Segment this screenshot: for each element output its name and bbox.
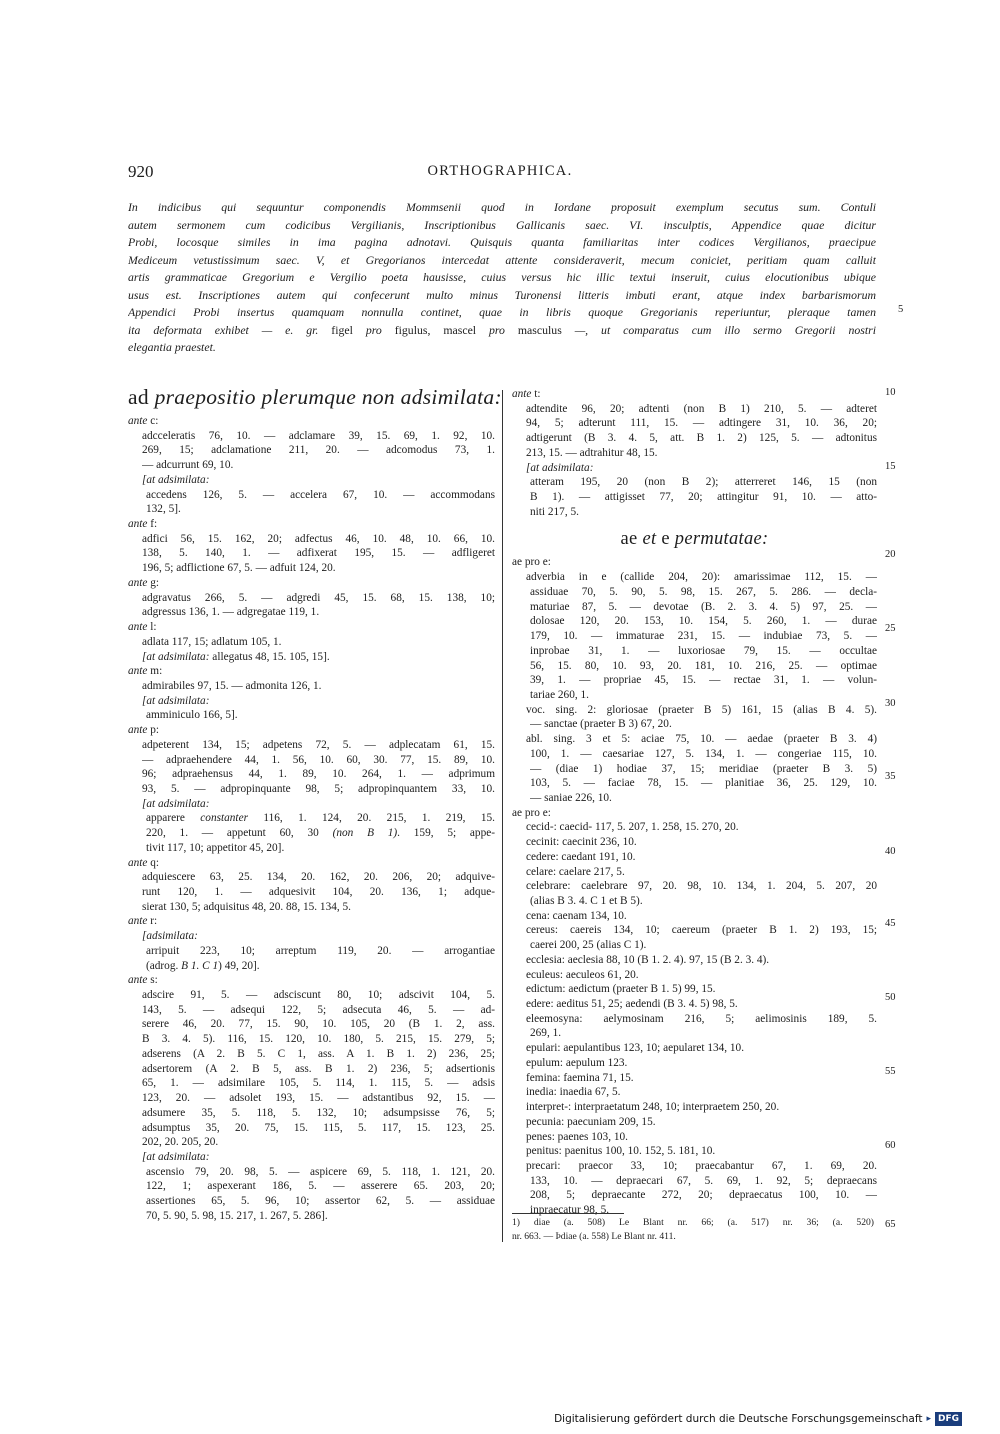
entry-line: 56, 15. 80, 10. 93, 20. 181, 10. 216, 25. — optimae <box>530 659 877 672</box>
entry-line: amminiculo 166, 5]. <box>146 709 238 722</box>
running-title: ORTHOGRAPHICA. <box>427 163 573 179</box>
entry-line: tariae 260, 1. <box>530 688 589 701</box>
ante-label: ante <box>128 415 148 427</box>
entry-block <box>128 591 495 620</box>
entry-block <box>128 1165 495 1224</box>
entry-block <box>128 738 495 812</box>
margin-line-number: 50 <box>885 992 896 1003</box>
intro-line: Appendici Probi insertus quamquam nonnulla continet, quae in libris quoque Gregorianis reperiuntur, pleraque tamen <box>128 305 876 320</box>
entry-line: 123, 20. — adsolet 193, 15. — adstantibus 92, 15. — <box>142 1092 495 1105</box>
entry-line: cena: caenam 134, 10. <box>526 909 627 922</box>
section-title-text: praepositio plerumque non adsimilata: <box>148 385 502 409</box>
entry-line: cedere: caedant 191, 10. <box>526 850 636 863</box>
margin-line-number: 65 <box>885 1219 896 1230</box>
subsection-label-ante-l <box>128 620 495 635</box>
entry-line: epulum: aepulum 123. <box>526 1056 628 1069</box>
entry-line: 122, 1; aspexerant 186, 5. — asserere 65. 203, 20; <box>146 1180 495 1193</box>
ante-letter: l: <box>147 621 157 634</box>
ante-label: ante <box>128 665 148 678</box>
section-title-ae-e <box>512 525 877 553</box>
subsection-label-ante-p <box>128 723 495 738</box>
entry-text: ) 49, 20]. <box>218 959 260 972</box>
ante-label: ante <box>128 915 148 928</box>
ante-label: ante <box>128 856 148 869</box>
entry-line: adsertorem (A 2. B 5, ass. B 1. 2) 236, 5; adsertionis <box>142 1062 495 1075</box>
entry-line: 138, 5. 140, 1. — adfixerat 195, 15. — adfligeret <box>142 547 495 560</box>
ante-letter: q: <box>147 856 160 869</box>
entry-line: assiduae 70, 5. 90, 5. 98, 15. 267, 5. 286. — decla- <box>530 585 877 598</box>
ante-letter: t: <box>531 388 541 400</box>
entry-line: adscire 91, 5. — adsciscunt 80, 10; adscivit 104, 5. <box>142 989 495 1002</box>
footnote-line: nr. 663. — Þdiae (a. 558) Le Blant nr. 411. <box>512 1230 676 1242</box>
footnote-line: 1) diae (a. 508) Le Blant nr. 66; (a. 517) nr. 36; (a. 520) <box>512 1217 874 1228</box>
adsimilata-label: [at adsimilata: <box>142 1150 210 1163</box>
entry-block <box>128 870 495 914</box>
entry-line: sierat 130, 5; adquisitus 48, 20. 88, 15. 134, 5. <box>142 900 351 913</box>
intro-line: usus est. Inscriptiones autem qui confecerunt multo minus Turonensi litteris imbuti erant, atque index barbarismorum <box>128 287 876 302</box>
margin-line-number: 20 <box>885 549 896 560</box>
subsection-label-ante-s <box>128 973 495 988</box>
entry-block <box>512 703 877 718</box>
intro-example: figulus, mascel <box>394 322 477 337</box>
entry-line: cereus: caereis 134, 10; caereum (praeter B 1. 2) 193, 15; <box>526 924 877 937</box>
subsection-label-ante-r <box>128 914 495 929</box>
margin-line-number: 35 <box>885 771 896 782</box>
adsimilata-label: [at adsimilata: <box>142 650 210 663</box>
entry-line: penitus: paenitus 100, 10. 152, 5. 181, 10. <box>526 1145 716 1158</box>
entry-line: adsumptus 35, 20. 75, 15. 115, 5. 117, 15. 123, 25. <box>142 1121 495 1134</box>
entry-block <box>128 811 495 855</box>
entry-text: (adrog. <box>146 959 182 972</box>
entry-block <box>128 429 495 473</box>
entry-line: precari: praecor 33, 10; praecabantur 67, 1. 69, 20. <box>526 1159 877 1172</box>
entry-line: assertiones 65, 5. 96, 10; assertor 62, 5. — assiduae <box>146 1195 495 1208</box>
entry-line <box>146 959 495 974</box>
entry-line: adlata 117, 15; adlatum 105, 1. <box>142 635 282 648</box>
entry-line: celebrare: caelebrare 97, 20. 98, 10. 134, 1. 204, 5. 207, 20 <box>526 880 877 893</box>
entry-line: — sanctae (praeter B 3) 67, 20. <box>530 718 672 731</box>
digitization-credit <box>554 1412 962 1426</box>
margin-line-number: 5 <box>898 304 904 315</box>
entry-line: (alias B 3. 4. C 1 et B 5). <box>530 895 643 907</box>
entry-line <box>146 811 495 826</box>
entry-line: — saniae 226, 10. <box>530 791 612 804</box>
entry-line: 202, 20. 205, 20. <box>142 1136 219 1149</box>
entry-line: 196, 5; adflictione 67, 5. — adfuit 124, 20. <box>142 562 336 575</box>
entry-line: accedens 126, 5. — accelera 67, 10. — accommodans <box>146 488 495 501</box>
entry-note: constanter <box>200 812 248 825</box>
intro-line: Probi, locosque similes in ima pagina adnotavi. Quisquis quanta familiaritas inter codices Vergilianos, praecipue <box>128 235 876 250</box>
entry-line: niti 217, 5. <box>530 505 579 518</box>
intro-line: elegantia praestet. <box>128 340 216 355</box>
intro-line: autem sermonem cum codicibus Vergilianis, Inscriptionibus Gallicanis saec. VI. insculptis, Appendice quae dicitur <box>128 217 876 232</box>
entry-line: adgravatus 266, 5. — adgredi 45, 15. 68, 15. 138, 10; <box>142 591 495 604</box>
entry-block <box>512 570 877 585</box>
entry-line: 133, 10. — depraecari 67, 5. 69, 1. 92, 5; depraecans <box>530 1174 877 1187</box>
intro-example: masculus <box>517 322 562 337</box>
ante-letter: r: <box>147 915 158 928</box>
intro-text: pro <box>352 322 395 337</box>
entry-line <box>146 826 495 841</box>
ante-label: ante <box>128 576 148 589</box>
entry-line: inprobae 31, 1. — luxoriosae 79, 15. — occultae <box>530 644 877 657</box>
ante-label: ante <box>128 724 148 737</box>
section-title-prefix: ad <box>128 385 149 409</box>
entry-line: runt 120, 1. — adquesivit 104, 20. 136, 1; adque- <box>142 886 495 898</box>
entry-line: edere: aeditus 51, 25; aedendi (B 3. 4. 5) 98, 5. <box>526 998 738 1011</box>
entry-line: tivit 117, 10; appetitor 45, 20]. <box>146 841 285 854</box>
entry-block <box>128 929 495 944</box>
subsection-label-ante-q <box>128 856 495 871</box>
ante-label: ante <box>128 974 148 987</box>
subsection-label-ante-m <box>128 664 495 679</box>
entry-line: 213, 15. — adtrahitur 48, 15. <box>526 446 658 459</box>
ante-letter: g: <box>147 576 160 589</box>
entry-line: celare: caelare 217, 5. <box>526 865 625 878</box>
footnote <box>512 1216 874 1243</box>
entry-block <box>128 635 495 664</box>
entry-line: 39, 1. — propriae 45, 15. — rectae 31, 1. — volun- <box>530 674 877 687</box>
entry-line: 132, 5]. <box>146 503 181 516</box>
margin-line-number: 15 <box>885 461 896 472</box>
entry-line: cecinit: caecinit 236, 10. <box>526 836 637 849</box>
ante-label: ante <box>128 518 148 531</box>
entry-line: serere 46, 20. 77, 15. 90, 10. 105, 20 (B 1. 2, ass. <box>142 1018 495 1031</box>
entry-line: adpeterent 134, 15; adpetens 72, 5. — adplecatam 61, 15. <box>142 738 495 751</box>
margin-line-number: 40 <box>885 846 896 857</box>
ante-label: ante <box>128 621 148 634</box>
arrow-icon: ▸ <box>926 1414 931 1424</box>
entry-line: adverbia in e (callide 204, 20): amarissimae 112, 15. — <box>526 571 877 584</box>
entry-text: apparere <box>146 812 201 825</box>
entry-line: 70, 5. 90, 5. 98, 15. 217, 1. 267, 5. 286]. <box>146 1209 328 1222</box>
entry-line: inedia: inaedia 67, 5. <box>526 1086 621 1099</box>
entry-line: inpraecatur 98, 5. <box>530 1204 610 1217</box>
entry-line: adcceleratis 76, 10. — adclamare 39, 15. 69, 1. 92, 10. <box>142 429 495 442</box>
entry-line: abl. sing. 3 et 5: aciae 75, 10. — aedae (praeter B 3. 4) <box>526 733 877 746</box>
entry-block <box>512 402 877 476</box>
intro-line: Mediceum vetustissimum saec. V, et Gregorianos intercedat attente consideraverit, mecum coniciet, peritiam quam calluit <box>128 252 876 267</box>
margin-line-number: 10 <box>885 387 896 398</box>
entry-line: edictum: aedictum (praeter B 1. 5) 99, 15. <box>526 983 716 996</box>
margin-line-number: 60 <box>885 1140 896 1151</box>
entry-line: maturiae 87, 5. — devotae (B. 2. 3. 4. 5) 97, 25. — <box>530 600 877 613</box>
intro-line: In indicibus qui sequuntur componendis Mommsenii quod in Iordane proposuit exemplum secutus sum. Contuli <box>128 200 876 214</box>
entry-line: voc. sing. 2: gloriosae (praeter B 5) 161, 15 (alias B 4. 5). <box>526 703 877 716</box>
intro-text: ita deformata exhibet — e. gr. <box>128 322 332 337</box>
column-divider <box>502 390 503 1242</box>
section-title-prefix: ae <box>620 529 638 550</box>
entry-block <box>128 944 495 973</box>
entry-line: adtigerunt (B 3. 4. 5, att. B 1. 2) 125, 5. — adtonitus <box>526 432 877 445</box>
section-title-text: permutatae: <box>669 529 769 550</box>
entry-line: 100, 1. — caesariae 127, 5. 134, 1. — congeriae 115, 10. <box>530 747 877 760</box>
subsection-label-ante-t <box>512 387 877 402</box>
entry-line: — (diae 1) hodiae 37, 15; meridiae (praeter B 3. 5) <box>530 762 877 775</box>
page-number: 920 <box>128 162 154 181</box>
entry-line: penes: paenes 103, 10. <box>526 1130 628 1143</box>
section-title-prefix: e <box>661 529 670 550</box>
intro-example: figel <box>331 322 353 337</box>
entry-line: 208, 5; depraecante 272, 20; depraecatus 100, 10. — <box>530 1189 877 1202</box>
ante-letter: c: <box>147 415 159 427</box>
section-title-text: et <box>637 529 662 550</box>
entry-note: (non B 1) <box>332 827 398 840</box>
margin-line-number: 55 <box>885 1066 896 1077</box>
ante-letter: f: <box>147 518 158 531</box>
intro-line: artis grammaticae Gregorium e Vergilio poeta hausisse, cuius versus hic illic textui inseruit, cuius elocutionibus ubique <box>128 270 876 285</box>
entry-line: dolosae 120, 20. 153, 10. 154, 5. 260, 1. — durae <box>530 615 877 628</box>
entry-line: 269, 15; adclamatione 211, 20. — adcomodus 73, 1. <box>142 444 495 457</box>
entry-block <box>128 679 495 708</box>
entry-line: cecid-: caecid- 117, 5. 207, 1. 258, 15. 270, 20. <box>526 821 739 834</box>
entry-line: eculeus: aeculeos 61, 20. <box>526 968 639 981</box>
entry-block <box>512 732 877 747</box>
entry-line: 93, 5. — adpropinquante 98, 5; adpropinquantem 33, 10. <box>142 782 495 795</box>
entry-line: 65, 1. — adsimilare 105, 5. 114, 1. 115, 5. — adsis <box>142 1077 495 1090</box>
entry-note: B 1. C 1 <box>181 959 219 972</box>
entry-line: adquiescere 63, 25. 134, 20. 162, 20. 206, 20; adquive- <box>142 871 495 884</box>
entry-line: eleemosyna: aelymosinam 216, 5; aelimosinis 189, 5. <box>526 1012 877 1025</box>
entry-line: adgressus 136, 1. — adgregatae 119, 1. <box>142 606 320 619</box>
entry-block <box>128 988 495 1165</box>
entry-block <box>512 747 877 806</box>
ante-letter: s: <box>147 974 158 987</box>
margin-line-number: 25 <box>885 623 896 634</box>
entry-line: atteram 195, 20 (non B 2); atterreret 146, 15 (non <box>530 476 877 489</box>
subsection-label-ante-g <box>128 576 495 591</box>
entry-block <box>512 585 877 703</box>
adsimilata-label: [at adsimilata: <box>142 797 210 810</box>
subsection-label-ae-pro-e: ae pro e: <box>512 556 551 569</box>
entry-line: epulari: aepulantibus 123, 10; aepularet 134, 10. <box>526 1042 745 1055</box>
entry-text: allegatus 48, 15. 105, 15]. <box>209 650 330 663</box>
entry-text: . 159, 5; appe- <box>397 827 495 840</box>
entry-block <box>128 488 495 517</box>
entry-block <box>128 708 495 723</box>
intro-text: —, ut comparatus cum illo sermo Gregorii nostri <box>561 322 876 337</box>
entry-line: adserens (A 2. B 5. C 1, ass. A 1. B 1. 2) 236, 25; <box>142 1047 495 1060</box>
footnote-rule <box>512 1213 624 1214</box>
intro-line <box>128 322 876 340</box>
entry-line: ecclesia: aeclesia 88, 10 (B 1. 2. 4). 97, 15 (B 2. 3. 4). <box>526 953 770 966</box>
subsection-label-ae-pro-e-2: ae pro e: <box>512 806 551 819</box>
ante-letter: m: <box>147 665 163 678</box>
entry-line: caerei 200, 25 (alias C 1). <box>530 939 647 952</box>
entry-line: admirabiles 97, 15. — admonita 126, 1. <box>142 679 322 692</box>
adsimilata-label: [at adsimilata: <box>142 694 210 707</box>
entry-block <box>512 717 877 732</box>
entry-block <box>512 475 877 519</box>
entry-line: adfici 56, 15. 162, 20; adfectus 46, 10. 48, 10. 66, 10. <box>142 532 495 545</box>
entry-line: 103, 5. — faciae 78, 15. — planitiae 36, 25. 129, 10. <box>530 777 877 790</box>
adsimilata-label: [adsimilata: <box>142 930 198 943</box>
entry-line: B 3. 4. 5). 116, 15. 120, 10. 180, 5. 215, 15. 279, 5; <box>142 1033 495 1046</box>
entry-line: 179, 10. — immaturae 231, 15. — indubiae 73, 5. — <box>530 630 877 643</box>
intro-paragraph <box>128 199 876 357</box>
entry-block <box>512 820 877 1217</box>
dfg-logo: DFG <box>935 1412 962 1426</box>
entry-block <box>128 532 495 576</box>
section-title-ad <box>128 383 502 411</box>
entry-line: — adcurrunt 69, 10. <box>142 459 234 472</box>
intro-text: pro <box>476 322 518 337</box>
entry-line: interpret-: interpraetatum 248, 10; interpraetem 250, 20. <box>526 1101 780 1114</box>
entry-line: 143, 5. — adsequi 122, 5; adsecuta 46, 5. — ad- <box>142 1003 495 1016</box>
entry-line: 96; adpraehensus 44, 1. 89, 10. 264, 1. — adprimum <box>142 768 495 781</box>
entry-line: ascensio 79, 20. 98, 5. — aspicere 69, 5. 118, 1. 121, 20. <box>146 1165 495 1178</box>
adsimilata-label: [at adsimilata: <box>142 473 210 486</box>
left-column <box>128 383 502 1224</box>
entry-line: femina: faemina 71, 15. <box>526 1071 634 1084</box>
margin-line-number: 30 <box>885 698 896 709</box>
margin-line-number: 45 <box>885 918 896 929</box>
ante-label: ante <box>512 388 532 400</box>
entry-line: adsumere 35, 5. 118, 5. 132, 10; adsumpsisse 76, 5; <box>142 1106 495 1119</box>
subsection-label-ante-f <box>128 517 495 532</box>
subsection-label-ante-c <box>128 414 495 429</box>
entry-text: 220, 1. — appetunt 60, 30 <box>146 827 333 840</box>
ante-letter: p: <box>147 724 160 737</box>
entry-line <box>142 650 495 665</box>
entry-line: — adpraehendere 44, 1. 56, 10. 60, 30. 77, 15. 89, 10. <box>142 753 495 766</box>
right-column <box>512 387 877 1218</box>
adsimilata-label: [at adsimilata: <box>526 461 594 474</box>
entry-line: 94, 5; adterunt 111, 15. — adtingere 31, 10. 36, 20; <box>526 417 877 430</box>
credit-text: Digitalisierung gefördert durch die Deutsche Forschungsgemeinschaft <box>554 1413 923 1425</box>
entry-line: B 1). — attigisset 77, 20; attingitur 91, 10. — atto- <box>530 491 877 504</box>
entry-line: pecunia: paecuniam 209, 15. <box>526 1115 656 1128</box>
entry-line: 269, 1. <box>530 1027 562 1040</box>
entry-line: arripuit 223, 10; arreptum 119, 20. — arrogantiae <box>146 944 495 957</box>
entry-text: 116, 1. 124, 20. 215, 1. 219, 15. <box>247 812 495 825</box>
entry-line: adtendite 96, 20; adtenti (non B 1) 210, 5. — adteret <box>526 402 877 415</box>
